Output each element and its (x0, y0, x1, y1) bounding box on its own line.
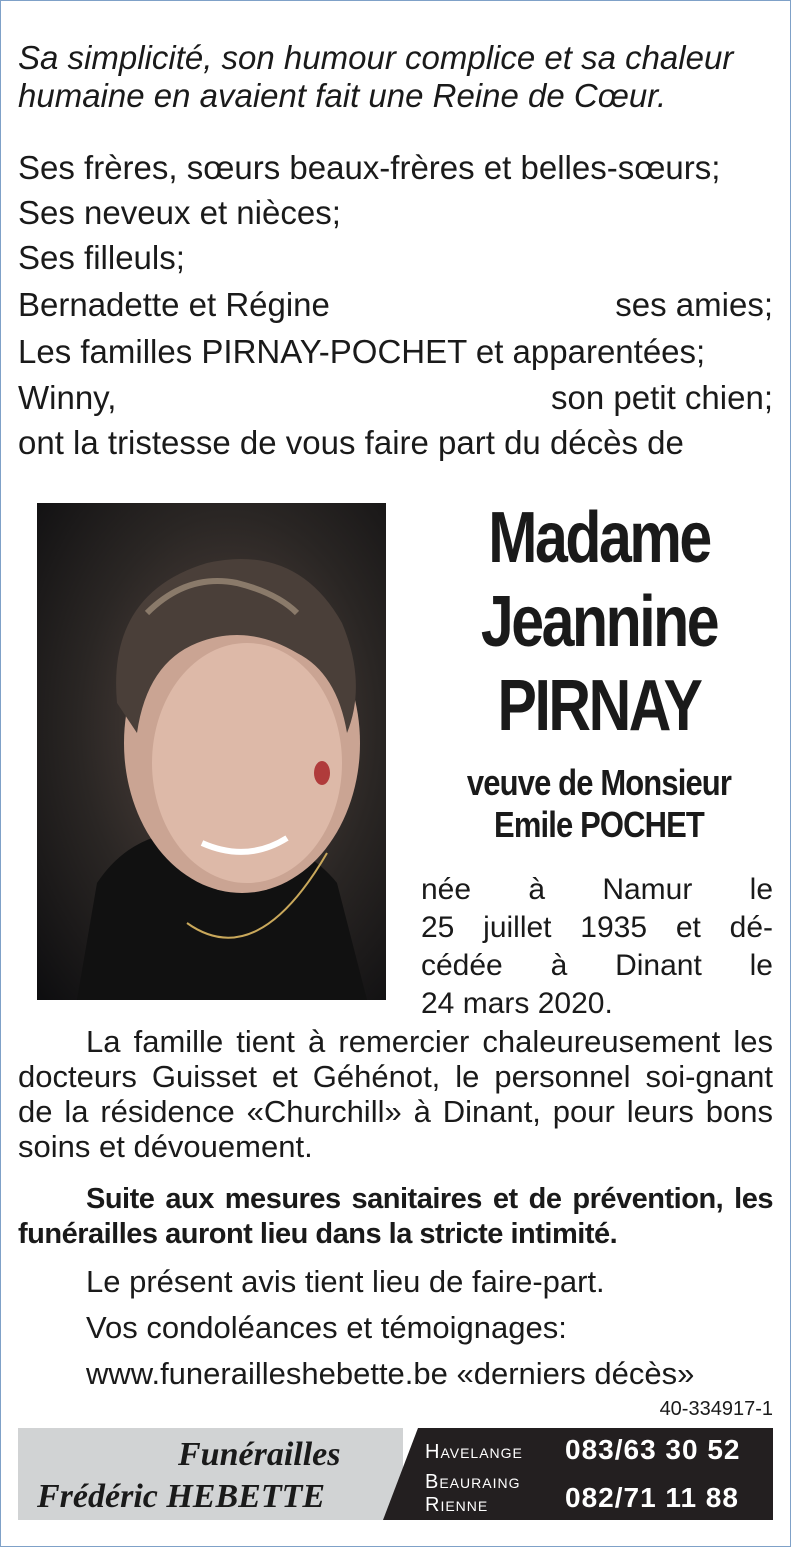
reference-number: 40-334917-1 (659, 1398, 773, 1420)
thanks-paragraph: La famille tient à remercier chaleureusement les docteurs Guisset et Géhénot, le personnel soi-gnant de la résidence «Churchill» à Dinant, pour leurs bons soins et dévouement. (18, 1024, 773, 1164)
portrait-photo (37, 503, 386, 1000)
notice-paragraph: Suite aux mesures sanitaires et de prévention, les funérailles auront lieu dans la stricte intimité. (18, 1183, 773, 1250)
deceased-first-name: Jeannine (480, 582, 718, 662)
footer-town-1: Havelange (425, 1441, 523, 1463)
closing-line-1: Le présent avis tient lieu de faire-part. (86, 1264, 605, 1299)
footer-town-2: Beauraing (425, 1471, 521, 1493)
dates-line-3: cédée à Dinant le (421, 949, 773, 982)
family-line-5: Les familles PIRNAY-POCHET et apparentées; (18, 333, 706, 370)
footer-phone-2[interactable]: 082/71 11 88 (565, 1482, 739, 1513)
footer-company-line-2: Frédéric HEBETTE (37, 1478, 326, 1515)
family-line-4-left: Bernadette et Régine (18, 286, 330, 323)
deceased-last-name: PIRNAY (497, 666, 701, 746)
dates-line-1: née à Namur le (421, 873, 773, 906)
family-line-6-right: son petit chien; (551, 379, 773, 416)
family-line-3: Ses filleuls; (18, 239, 185, 276)
intro-line-1: Sa simplicité, son humour complice et sa chaleur (18, 39, 734, 76)
intro-line-2: humaine en avaient fait une Reine de Cœur. (18, 77, 667, 114)
widow-line-1: veuve de Monsieur (466, 762, 732, 803)
closing-line-2: Vos condoléances et témoignages: (86, 1310, 567, 1345)
family-line-7: ont la tristesse de vous faire part du décès de (18, 424, 684, 461)
footer-town-3: Rienne (425, 1494, 489, 1516)
deceased-title: Madame (488, 498, 710, 578)
website-link[interactable]: www.funerailleshebette.be «derniers décès» (86, 1356, 695, 1391)
footer-company-line-1: Funérailles (178, 1436, 341, 1473)
dates-line-2: 25 juillet 1935 et dé- (421, 911, 773, 944)
footer-phone-1[interactable]: 083/63 30 52 (565, 1434, 741, 1465)
family-line-2: Ses neveux et nièces; (18, 194, 341, 231)
family-line-4-right: ses amies; (615, 286, 773, 323)
family-line-1: Ses frères, sœurs beaux-frères et belles-sœurs; (18, 149, 721, 186)
portrait-illustration (37, 503, 386, 1000)
widow-line-2: Emile POCHET (494, 804, 704, 845)
dates-line-4: 24 mars 2020. (421, 987, 613, 1020)
family-line-6-left: Winny, (18, 379, 117, 416)
